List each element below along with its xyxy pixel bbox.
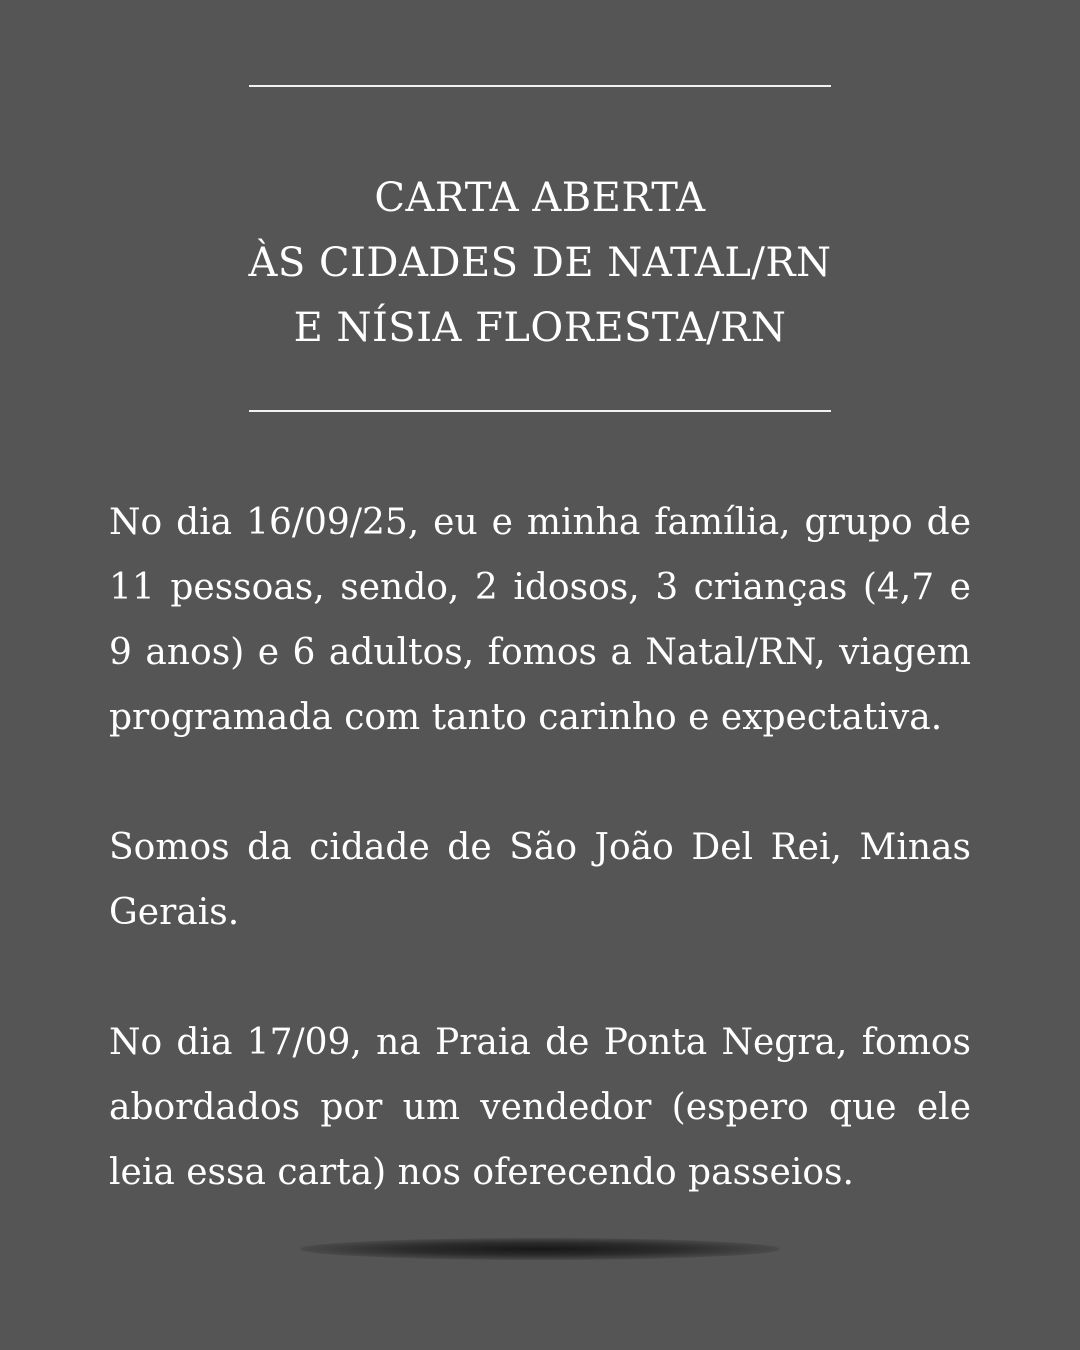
title-line-1: CARTA ABERTA bbox=[374, 175, 706, 221]
title-line-3: E NÍSIA FLORESTA/RN bbox=[293, 305, 787, 351]
paragraph-3: No dia 17/09, na Praia de Ponta Negra, fomos abordados por um vendedor (espero que ele leia essa carta) nos oferecendo passeios. bbox=[109, 1022, 971, 1193]
title-line-2: ÀS CIDADES DE NATAL/RN bbox=[248, 240, 832, 286]
top-divider bbox=[249, 85, 831, 87]
letter-title bbox=[0, 166, 1080, 361]
decorative-shadow bbox=[300, 1238, 780, 1260]
paragraph-2: Somos da cidade de São João Del Rei, Minas Gerais. bbox=[109, 827, 971, 933]
paragraph-1: No dia 16/09/25, eu e minha família, grupo de 11 pessoas, sendo, 2 idosos, 3 crianças (4,7 e 9 anos) e 6 adultos, fomos a Natal/RN, viagem programada com tanto carinho e expectativa. bbox=[109, 502, 971, 738]
bottom-divider bbox=[249, 410, 831, 412]
